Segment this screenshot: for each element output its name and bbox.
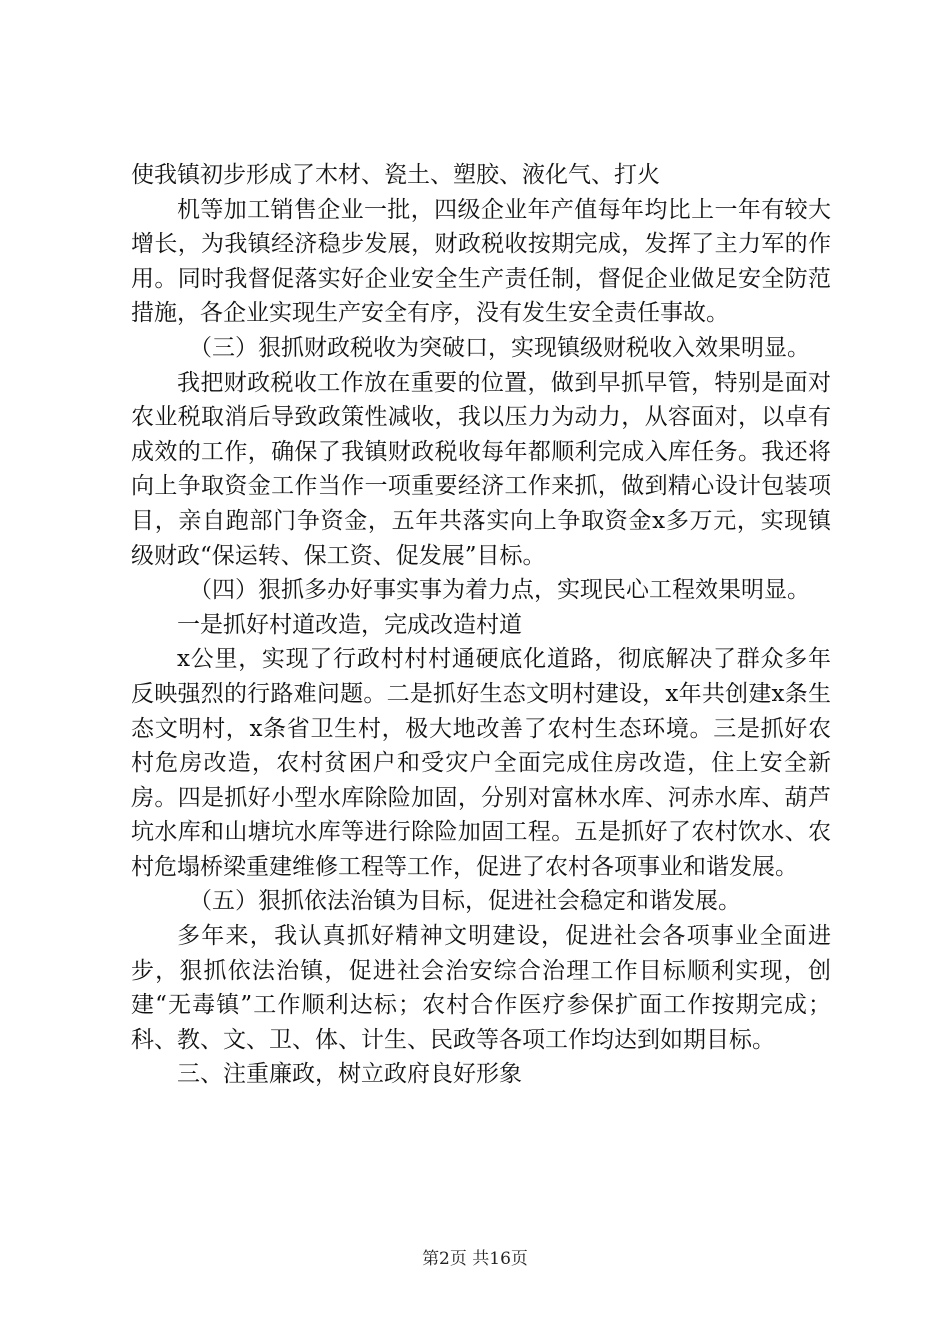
section-heading-4: （四）狠抓多办好事实事为着力点，实现民心工程效果明显。 <box>189 577 810 604</box>
paragraph-2: 机等加工销售企业一批，四级企业年产值每年均比上一年有较大增长，为我镇经济稳步发展，财政税收按期完成，发挥了主力军的作用。同时我督促落实好企业安全生产责任制，督促企业做足安全防范措施，各企业实现生产安全有序，没有发生安全责任事故。 <box>131 196 831 327</box>
paragraph-6: 多年来，我认真抓好精神文明建设，促进社会各项事业全面进步，狠抓依法治镇，促进社会治安综合治理工作目标顺利实现，创建“无毒镇”工作顺利达标；农村合作医疗参保扩面工作按期完成；科、教、文、卫、体、计生、民政等各项工作均达到如期目标。 <box>131 923 831 1053</box>
paragraph-5: x公里，实现了行政村村村通硬底化道路，彻底解决了群众多年反映强烈的行路难问题。二是抓好生态文明村建设，x年共创建x条生态文明村，x条省卫生村，极大地改善了农村生态环境。三是抓好农村危房改造，农村贫困户和受灾户全面完成住房改造，住上安全新房。四是抓好小型水库除险加固，分别对富林水库、河赤水库、葫芦坑水库和山塘坑水库等进行除险加固工程。五是抓好了农村饮水、农村危塌桥梁重建维修工程等工作，促进了农村各项事业和谐发展。 <box>131 646 831 880</box>
section-heading-5: （五）狠抓依法治镇为目标，促进社会稳定和谐发展。 <box>189 888 741 915</box>
paragraph-1: 使我镇初步形成了木材、瓷土、塑胶、液化气、打火 <box>131 162 660 188</box>
section-heading-three: 三、注重廉政，树立政府良好形象 <box>177 1061 522 1088</box>
section-heading-3: （三）狠抓财政税收为突破口，实现镇级财税收入效果明显。 <box>189 334 810 361</box>
page-footer: 第2页 共16页 <box>422 1249 528 1269</box>
document-body <box>131 158 831 1092</box>
paragraph-4: 一是抓好村道改造，完成改造村道 <box>177 611 522 638</box>
paragraph-3: 我把财政税收工作放在重要的位置，做到早抓早管，特别是面对农业税取消后导致政策性减收，我以压力为动力，从容面对，以卓有成效的工作，确保了我镇财政税收每年都顺利完成入库任务。我还将向上争取资金工作当作一项重要经济工作来抓，做到精心设计包装项目，亲自跑部门争资金，五年共落实向上争取资金x多万元，实现镇级财政“保运转、保工资、促发展”目标。 <box>131 369 831 569</box>
